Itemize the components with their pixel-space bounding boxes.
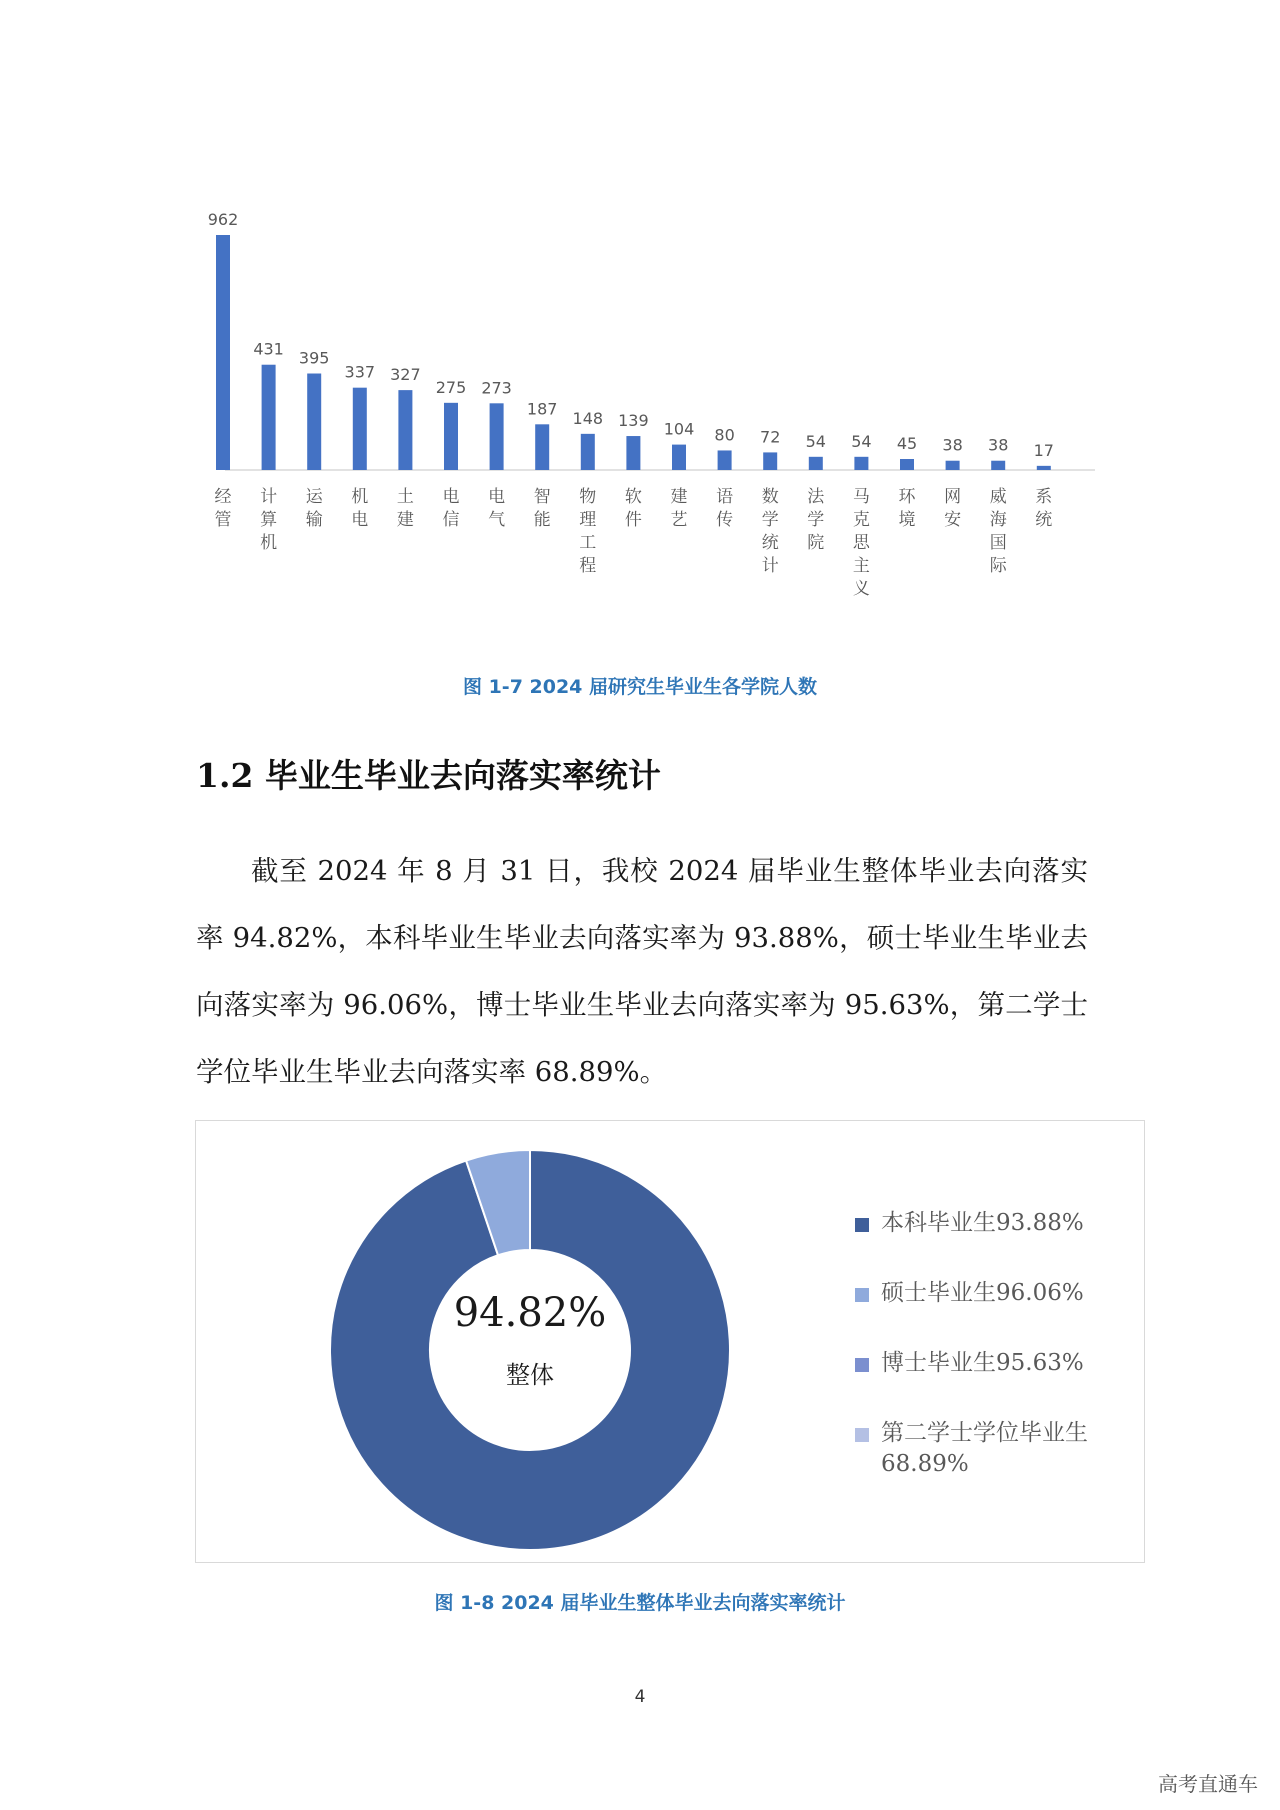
bar-value-label: 80 <box>714 425 735 445</box>
x-tick-label: 计算机 <box>260 487 278 553</box>
bar <box>900 459 914 470</box>
bar-value-label: 139 <box>618 411 649 431</box>
legend-label: 本科毕业生93.88% <box>881 1210 1084 1236</box>
x-tick-label: 机电 <box>351 487 369 530</box>
figure-1-7-caption: 图 1-7 2024 届研究生毕业生各学院人数 <box>462 676 818 698</box>
watermark: 高考直通车 <box>1158 1772 1258 1796</box>
donut-legend <box>855 1208 1155 1519</box>
legend-item <box>855 1418 1126 1480</box>
bar <box>216 235 230 470</box>
x-tick-label: 软件 <box>624 487 642 530</box>
x-tick-label: 威海国际 <box>989 487 1007 576</box>
bar-value-label: 45 <box>896 434 918 454</box>
bar-value-label: 962 <box>207 210 239 229</box>
bar-value-label: 187 <box>526 399 558 419</box>
bar <box>490 403 504 470</box>
bar-value-label: 17 <box>1033 440 1054 460</box>
bar <box>991 461 1005 470</box>
donut-center-value: 94.82% <box>453 1290 607 1336</box>
x-tick-label: 法学院 <box>807 487 825 553</box>
bar-value-label: 275 <box>435 377 467 397</box>
x-tick-label: 语传 <box>716 487 734 530</box>
legend-label: 博士毕业生95.63% <box>881 1350 1084 1376</box>
bar <box>581 434 595 470</box>
x-tick-label: 网安 <box>944 487 962 530</box>
body-paragraph: 截至 2024 年 8 月 31 日，我校 2024 届毕业生整体毕业去向落实率 94.82%，本科毕业生毕业去向落实率为 93.88%，硕士毕业生毕业去向落实率为 96.06%，博士毕业生毕业去向落实率为 95.63%，第二学士学位毕业生毕业去向落实率 68.89%。 <box>196 855 1088 1088</box>
bar-value-label: 38 <box>988 435 1009 455</box>
bar-value-label: 54 <box>805 431 826 451</box>
x-tick-label: 环境 <box>898 487 916 530</box>
bar <box>626 436 640 470</box>
legend-item <box>855 1278 1155 1309</box>
bar-value-label: 431 <box>253 339 284 359</box>
x-tick-label: 数学统计 <box>761 487 779 576</box>
bar <box>398 390 412 470</box>
x-tick-label: 物理工程 <box>579 487 597 576</box>
bar-value-label: 395 <box>298 348 330 368</box>
bar-value-label: 148 <box>572 408 604 428</box>
bar <box>353 388 367 470</box>
bar-value-label: 38 <box>942 435 963 455</box>
legend-label: 第二学士学位毕业生68.89% <box>881 1420 1088 1477</box>
page-number: 4 <box>634 1687 646 1707</box>
legend-swatch <box>855 1218 869 1232</box>
bar <box>262 365 276 470</box>
legend-item <box>855 1348 1155 1379</box>
legend-swatch <box>855 1428 869 1442</box>
bar <box>854 457 868 470</box>
x-tick-label: 智能 <box>533 487 551 530</box>
x-tick-label: 土建 <box>396 487 414 530</box>
bar <box>307 374 321 470</box>
bar-value-label: 337 <box>344 362 376 382</box>
bar-value-label: 72 <box>760 427 781 447</box>
x-tick-label: 电气 <box>488 487 506 530</box>
legend-item <box>855 1208 1155 1239</box>
donut-chart <box>320 1140 740 1560</box>
x-tick-label: 运输 <box>305 487 323 530</box>
bar <box>672 445 686 470</box>
legend-swatch <box>855 1358 869 1372</box>
bar-chart <box>195 185 1115 625</box>
x-tick-label: 系统 <box>1035 487 1053 530</box>
bar <box>1037 466 1051 470</box>
bar <box>718 450 732 470</box>
x-tick-label: 马克思主义 <box>852 487 870 599</box>
bar-value-label: 327 <box>390 365 421 385</box>
bar <box>535 424 549 470</box>
x-tick-label: 经管 <box>214 487 232 530</box>
bar <box>946 461 960 470</box>
bar-value-label: 273 <box>481 378 512 398</box>
x-tick-label: 电信 <box>442 487 460 530</box>
legend-swatch <box>855 1288 869 1302</box>
bar <box>444 403 458 470</box>
bar-value-label: 54 <box>851 431 872 451</box>
bar <box>809 457 823 470</box>
legend-label: 硕士毕业生96.06% <box>881 1280 1084 1306</box>
bar <box>763 452 777 470</box>
figure-1-8-caption: 图 1-8 2024 届毕业生整体毕业去向落实率统计 <box>434 1592 846 1614</box>
donut-center-label: 整体 <box>506 1361 554 1389</box>
bar-value-label: 104 <box>663 419 695 439</box>
x-tick-label: 建艺 <box>670 487 688 530</box>
section-title: 1.2 毕业生毕业去向落实率统计 <box>196 756 661 795</box>
